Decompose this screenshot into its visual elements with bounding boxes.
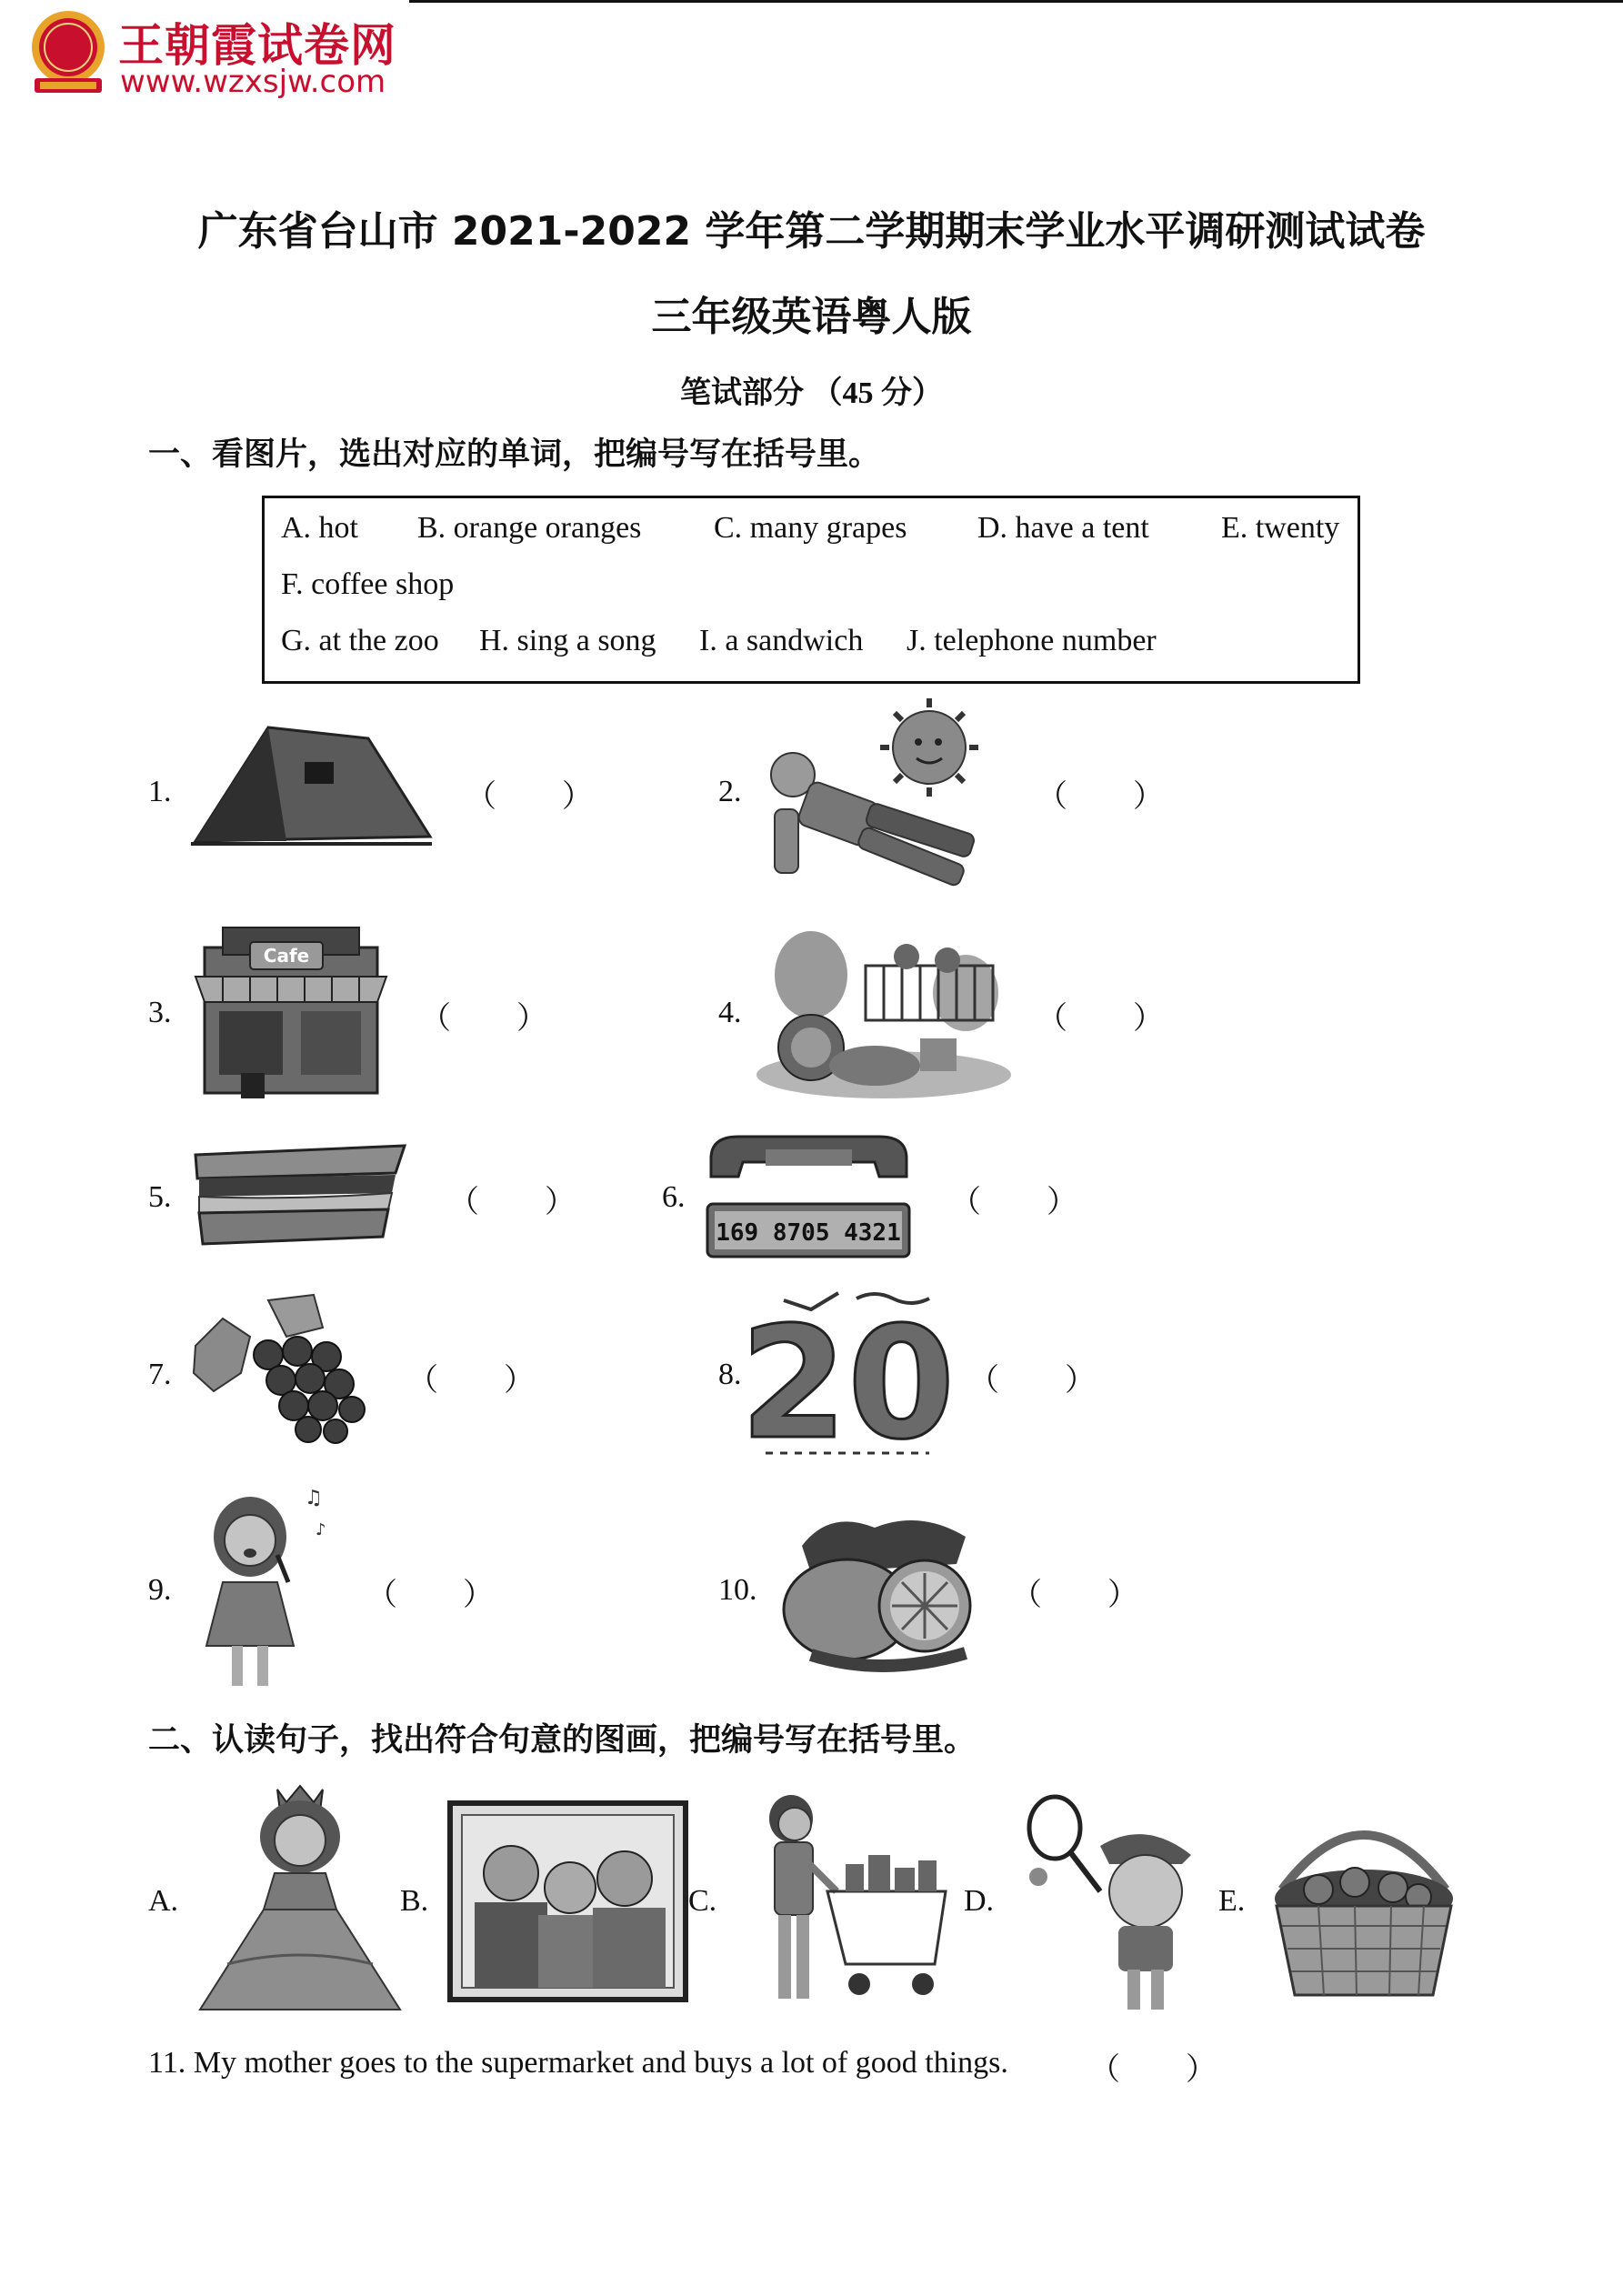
- paren-open: （: [1037, 1002, 1067, 1036]
- answer-blank[interactable]: [968, 1355, 1096, 1399]
- paren-close: ）: [1065, 1364, 1096, 1398]
- tennis-girl-image: [1018, 1791, 1214, 2019]
- grapes-image: [186, 1291, 377, 1450]
- paren-close: ）: [1107, 1579, 1138, 1612]
- paren-open: （: [1011, 1579, 1042, 1612]
- answer-blank[interactable]: [1037, 993, 1164, 1038]
- answer-blank[interactable]: [466, 771, 593, 816]
- section2-heading: 二、认读句子，找出符合句意的图画，把编号写在括号里。: [148, 1721, 977, 1759]
- brand-url: www.wzxsjw.com: [120, 64, 386, 100]
- section1-heading: 一、看图片，选出对应的单词，把编号写在括号里。: [148, 436, 881, 473]
- picture-letter: A.: [148, 1884, 179, 1918]
- paren-close: ）: [545, 1186, 576, 1219]
- sandwich-image: [186, 1137, 414, 1255]
- paren-open: （: [968, 1364, 999, 1398]
- word-bank: [262, 496, 1360, 684]
- paren-close: ）: [463, 1579, 494, 1612]
- telephone-image: [702, 1131, 916, 1263]
- option-f: F. coffee shop: [281, 567, 455, 601]
- question-number: 3.: [148, 996, 172, 1029]
- girl-singing-image: [186, 1482, 332, 1693]
- paren-open: （: [1037, 780, 1067, 814]
- paren-close: ）: [1047, 1186, 1077, 1219]
- question-number: 6.: [662, 1180, 686, 1214]
- question-number: 9.: [148, 1573, 172, 1607]
- option-d: D. have a tent: [977, 511, 1149, 545]
- boy-in-sun-image: [756, 691, 1011, 896]
- question-number: 2.: [718, 775, 742, 808]
- option-i: I. a sandwich: [699, 624, 864, 657]
- picture-letter: B.: [400, 1884, 429, 1918]
- question-number: 4.: [718, 996, 742, 1029]
- phone-number: 169 8705 4321: [716, 1219, 901, 1247]
- tent-image: [186, 718, 436, 850]
- shopping-woman-image: [736, 1791, 964, 2014]
- question-number: 10.: [718, 1573, 757, 1607]
- number-twenty-image: [739, 1282, 956, 1474]
- option-a: A. hot: [281, 511, 358, 545]
- option-h: H. sing a song: [479, 624, 656, 657]
- paren-open: （: [448, 1186, 479, 1219]
- svg-text:♪: ♪: [316, 1520, 326, 1539]
- option-b: B. orange oranges: [417, 511, 642, 545]
- paren-close: ）: [1133, 780, 1164, 814]
- family-photo-image: [447, 1800, 688, 2002]
- paren-close: ）: [504, 1364, 535, 1398]
- paren-open: （: [407, 1364, 438, 1398]
- answer-blank[interactable]: [1037, 771, 1164, 816]
- cafe-sign: Cafe: [263, 945, 310, 967]
- answer-blank[interactable]: [448, 1177, 576, 1221]
- cafe-image: [186, 920, 396, 1102]
- paren-open: （: [950, 1186, 981, 1219]
- answer-blank[interactable]: [407, 1355, 535, 1399]
- picture-letter: E.: [1218, 1884, 1246, 1918]
- question-number: 7.: [148, 1358, 172, 1391]
- zoo-image: [756, 920, 1011, 1102]
- picture-letter: D.: [964, 1884, 995, 1918]
- paren-open: （: [366, 1579, 397, 1612]
- answer-blank[interactable]: [950, 1177, 1077, 1221]
- princess-image: [191, 1782, 409, 2019]
- paren-close: ）: [516, 1002, 547, 1036]
- exam-subject: 三年级英语粤人版: [651, 294, 972, 340]
- question-number: 1.: [148, 775, 172, 808]
- question-number: 5.: [148, 1180, 172, 1214]
- option-c: C. many grapes: [714, 511, 907, 545]
- paren-open: （: [466, 780, 496, 814]
- number-digits: 20: [739, 1294, 956, 1474]
- option-e: E. twenty: [1221, 511, 1340, 545]
- exam-part: 笔试部分 （45 分）: [680, 376, 943, 410]
- option-g: G. at the zoo: [281, 624, 439, 657]
- answer-blank[interactable]: [1011, 1569, 1138, 1614]
- paren-open: （: [420, 1002, 451, 1036]
- question-11-text: 11. My mother goes to the supermarket and buys a lot of good things.: [148, 2046, 1008, 2080]
- question-number: 8.: [718, 1358, 742, 1391]
- answer-blank[interactable]: [1089, 2044, 1217, 2089]
- exam-title: 广东省台山市 2021-2022 学年第二学期期末学业水平调研测试试卷: [197, 208, 1426, 255]
- top-rule: [409, 0, 1623, 3]
- paren-open: （: [1089, 2053, 1120, 2087]
- answer-blank[interactable]: [420, 993, 547, 1038]
- brand-name: 王朝霞试卷网: [118, 19, 396, 72]
- paren-close: ）: [562, 780, 593, 814]
- option-j: J. telephone number: [907, 624, 1157, 657]
- paren-close: ）: [1186, 2053, 1217, 2087]
- brand-logo-icon: [27, 7, 109, 96]
- oranges-image: [775, 1509, 986, 1673]
- answer-blank[interactable]: [366, 1569, 494, 1614]
- strawberry-basket-image: [1264, 1799, 1464, 2003]
- paren-close: ）: [1133, 1002, 1164, 1036]
- svg-text:♫: ♫: [305, 1487, 323, 1509]
- picture-letter: C.: [688, 1884, 717, 1918]
